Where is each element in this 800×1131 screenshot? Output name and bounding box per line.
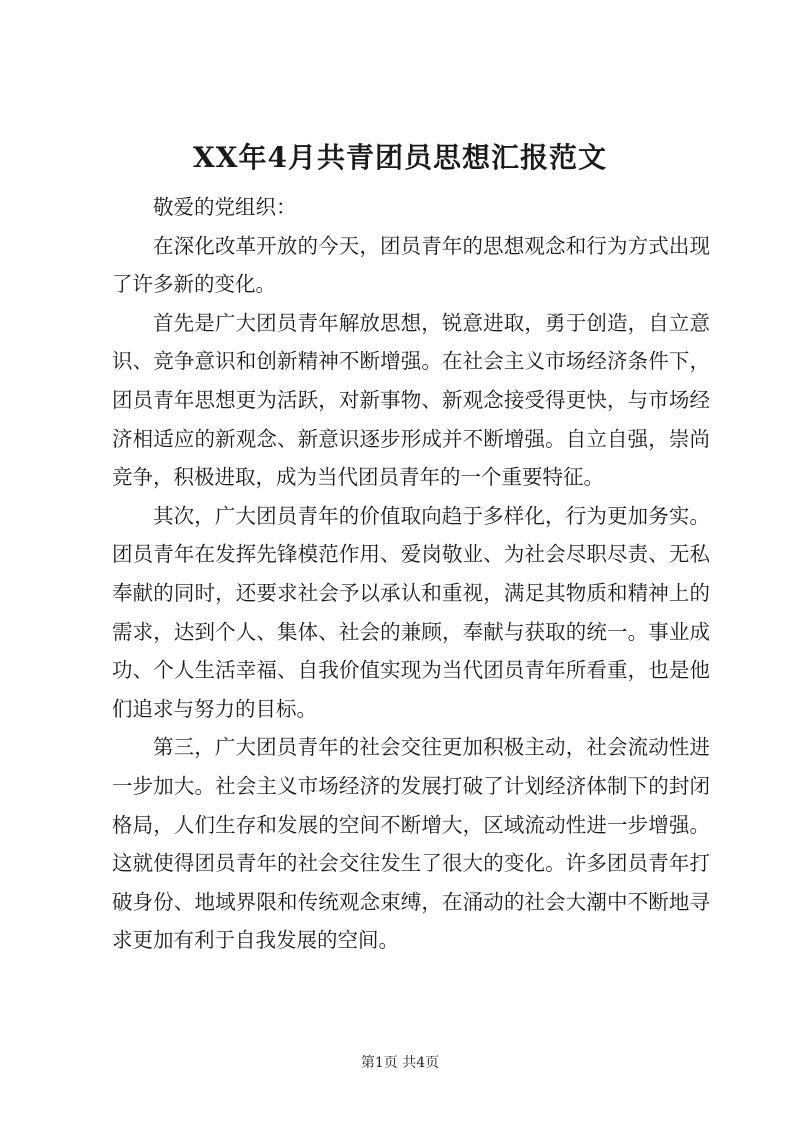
document-body xyxy=(112,188,710,960)
paragraph-2: 首先是广大团员青年解放思想，锐意进取，勇于创造，自立意识、竞争意识和创新精神不断增强。在社会主义市场经济条件下，团员青年思想更为活跃，对新事物、新观念接受得更快，与市场经济相适应的新观念、新意识逐步形成并不断增强。自立自强，崇尚竞争，积极进取，成为当代团员青年的一个重要特征。 xyxy=(112,310,710,490)
paragraph-3: 其次，广大团员青年的价值取向趋于多样化，行为更加务实。团员青年在发挥先锋模范作用、爱岗敬业、为社会尽职尽责、无私奉献的同时，还要求社会予以承认和重视，满足其物质和精神上的需求，达到个人、集体、社会的兼顾，奉献与获取的统一。事业成功、个人生活幸福、自我价值实现为当代团员青年所看重，也是他们追求与努力的目标。 xyxy=(112,503,710,721)
page-number: 第1页 共4页 xyxy=(360,1055,440,1071)
salutation: 敬爱的党组织： xyxy=(153,195,297,219)
paragraph-1: 在深化改革开放的今天，团员青年的思想观念和行为方式出现了许多新的变化。 xyxy=(112,233,710,297)
paragraph-4: 第三，广大团员青年的社会交往更加积极主动，社会流动性进一步加大。社会主义市场经济的发展打破了计划经济体制下的封闭格局，人们生存和发展的空间不断增大，区域流动性进一步增强。这就使得团员青年的社会交往发生了很大的变化。许多团员青年打破身份、地域界限和传统观念束缚，在涌动的社会大潮中不断地寻求更加有利于自我发展的空间。 xyxy=(112,735,710,953)
document-title: XX年4月共青团员思想汇报范文 xyxy=(193,141,607,174)
